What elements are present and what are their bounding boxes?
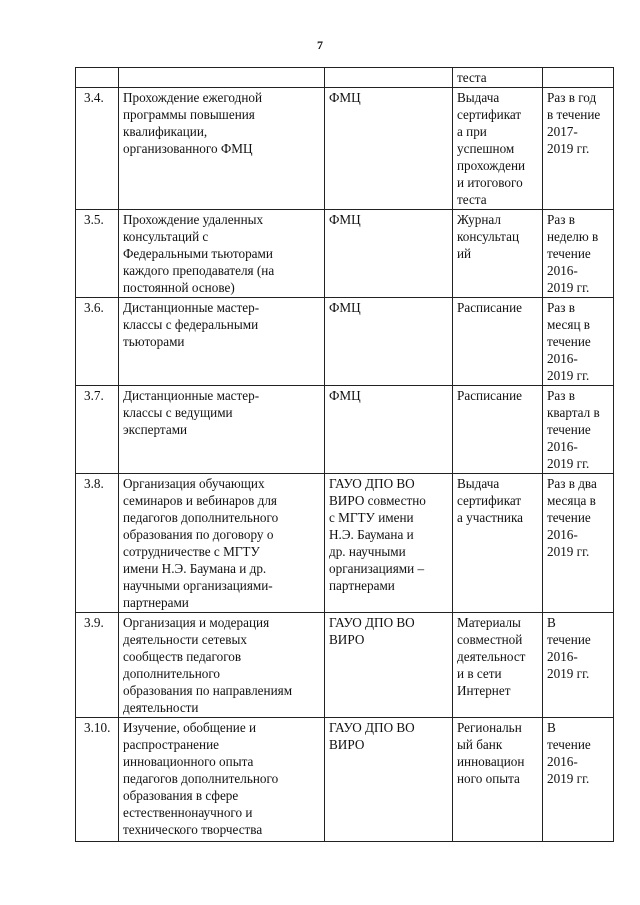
period-cell <box>543 210 614 298</box>
activity-cell <box>119 613 325 718</box>
executor-cell <box>325 210 453 298</box>
row-number-cell <box>76 386 119 474</box>
result-cell <box>453 474 543 613</box>
period-cell <box>543 88 614 210</box>
result-text: теста <box>457 70 487 85</box>
result-cell <box>453 88 543 210</box>
activity-text: Дистанционные мастер- классы с ведущими экспертами <box>123 388 260 437</box>
executor-cell <box>325 613 453 718</box>
result-cell <box>453 68 543 88</box>
row-number-text: 3.9. <box>84 615 104 630</box>
activity-text: Прохождение удаленных консультаций с Федеральными тьюторами каждого преподавателя (на постоянной основе) <box>123 212 275 295</box>
table-row <box>76 613 614 718</box>
activity-cell <box>119 298 325 386</box>
period-text: Раз в квартал в течение 2016- 2019 гг. <box>547 388 600 471</box>
row-number-text: 3.6. <box>84 300 104 315</box>
result-cell <box>453 386 543 474</box>
table-row <box>76 386 614 474</box>
result-cell <box>453 210 543 298</box>
row-number-text: 3.4. <box>84 90 104 105</box>
period-text: Раз в два месяца в течение 2016- 2019 гг. <box>547 476 597 559</box>
row-number-text: 3.5. <box>84 212 104 227</box>
row-number-cell <box>76 298 119 386</box>
executor-cell <box>325 386 453 474</box>
period-cell <box>543 386 614 474</box>
activity-cell <box>119 386 325 474</box>
result-text: Выдача сертификат а при успешном прохождени и итогового теста <box>457 90 526 207</box>
row-number-text: 3.8. <box>84 476 104 491</box>
row-number-text: 3.7. <box>84 388 104 403</box>
result-text: Материалы совместной деятельност и в сети Интернет <box>457 615 526 698</box>
executor-text: ФМЦ <box>329 212 361 227</box>
result-text: Региональн ый банк инновацион ного опыта <box>457 720 525 786</box>
row-number-cell <box>76 718 119 842</box>
period-cell <box>543 718 614 842</box>
period-text: Раз в год в течение 2017- 2019 гг. <box>547 90 601 156</box>
table-row <box>76 474 614 613</box>
row-number-cell <box>76 210 119 298</box>
executor-text: ГАУО ДПО ВО ВИРО <box>329 615 415 647</box>
row-number-text: 3.10. <box>84 720 111 735</box>
period-text: В течение 2016- 2019 гг. <box>547 720 591 786</box>
period-text: Раз в месяц в течение 2016- 2019 гг. <box>547 300 591 383</box>
period-cell <box>543 298 614 386</box>
activity-text: Изучение, обобщение и распространение инновационного опыта педагогов дополнительного образования в сфере естественнонаучного и технического творчества <box>123 720 279 837</box>
period-cell <box>543 68 614 88</box>
activity-text: Прохождение ежегодной программы повышения квалификации, организованного ФМЦ <box>123 90 263 156</box>
period-text: Раз в неделю в течение 2016- 2019 гг. <box>547 212 599 295</box>
activity-cell <box>119 718 325 842</box>
activity-text: Дистанционные мастер- классы с федеральными тьюторами <box>123 300 260 349</box>
executor-cell <box>325 68 453 88</box>
table-row <box>76 68 614 88</box>
executor-text: ГАУО ДПО ВО ВИРО <box>329 720 415 752</box>
executor-cell <box>325 88 453 210</box>
executor-text: ГАУО ДПО ВО ВИРО совместно с МГТУ имени Н.Э. Баумана и др. научными организациями – партнерами <box>329 476 426 593</box>
row-number-cell <box>76 88 119 210</box>
executor-text: ФМЦ <box>329 300 361 315</box>
activity-text: Организация и модерация деятельности сетевых сообществ педагогов дополнительного образования по направлениям деятельности <box>123 615 293 715</box>
period-cell <box>543 613 614 718</box>
activity-cell <box>119 210 325 298</box>
row-number-cell <box>76 474 119 613</box>
table-row <box>76 718 614 842</box>
activity-cell <box>119 88 325 210</box>
table-row <box>76 298 614 386</box>
page-number: 7 <box>317 38 323 52</box>
result-text: Выдача сертификат а участника <box>457 476 524 525</box>
executor-cell <box>325 718 453 842</box>
activity-text: Организация обучающих семинаров и вебинаров для педагогов дополнительного образования по договору о сотрудничестве с МГТУ имени Н.Э. Баумана и др. научными организациями- партнерами <box>123 476 279 610</box>
result-cell <box>453 613 543 718</box>
activity-cell <box>119 474 325 613</box>
result-cell <box>453 298 543 386</box>
executor-cell <box>325 474 453 613</box>
result-text: Расписание <box>457 300 522 315</box>
result-text: Расписание <box>457 388 522 403</box>
period-text: В течение 2016- 2019 гг. <box>547 615 591 681</box>
executor-text: ФМЦ <box>329 90 361 105</box>
activity-cell <box>119 68 325 88</box>
row-number-cell <box>76 613 119 718</box>
executor-cell <box>325 298 453 386</box>
result-text: Журнал консультац ий <box>457 212 520 261</box>
activities-table <box>75 67 614 842</box>
executor-text: ФМЦ <box>329 388 361 403</box>
table-row <box>76 88 614 210</box>
table-row <box>76 210 614 298</box>
result-cell <box>453 718 543 842</box>
row-number-cell <box>76 68 119 88</box>
period-cell <box>543 474 614 613</box>
